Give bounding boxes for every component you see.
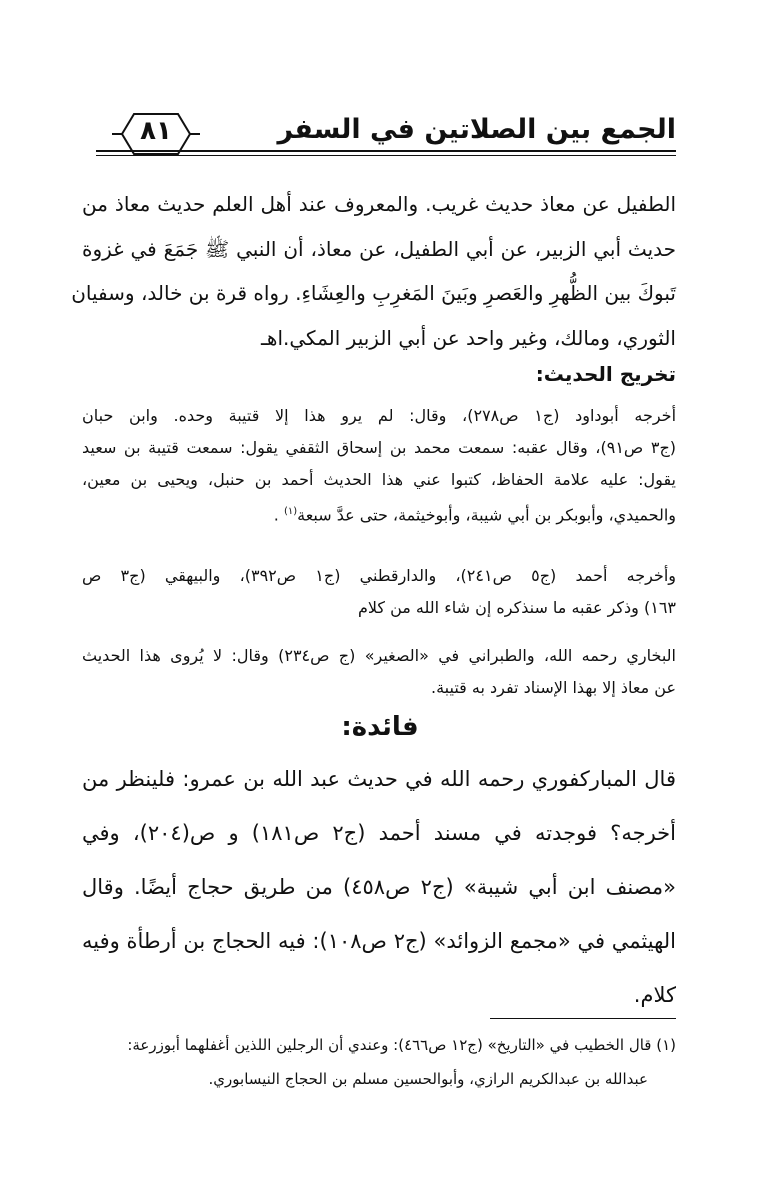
main-paragraph: [71, 182, 676, 360]
text-line: «مصنف ابن أبي شيبة» (ج٢ ص٤٥٨) من طريق حجاج أيضًا. وقال: [82, 875, 676, 899]
text-line: [82, 496, 676, 531]
footnote-separator: [490, 1018, 676, 1019]
takhrij-paragraph-1: [82, 400, 676, 531]
text-line: (ج٣ ص٩١)، وقال عقبه: سمعت محمد بن إسحاق الثقفي يقول: سمعت قتيبة بن سعيد: [82, 438, 677, 457]
takhrij-heading: تخريج الحديث:: [535, 362, 676, 386]
faida-heading: فائدة:: [341, 712, 419, 742]
footnote-marker: (١): [283, 506, 298, 517]
header-rule: [96, 150, 676, 152]
end-punctuation: .: [273, 505, 284, 525]
text-line: الهيثمي في «مجمع الزوائد» (ج٢ ص١٠٨): فيه الحجاج بن أرطأة وفيه: [82, 929, 676, 953]
takhrij-paragraph-3: [82, 640, 676, 704]
text-line: يقول: عليه علامة الحفاظ، كتبوا عني هذا الحديث أحمد بن حنبل، ويحيى بن معين،: [82, 470, 676, 489]
footnote: [82, 1028, 676, 1096]
text-line: قال المباركفوري رحمه الله في حديث عبد الله بن عمرو: فلينظر من: [82, 767, 676, 791]
page-number: ٨١: [140, 116, 172, 146]
text-line: تَبوكَ بين الظُّهرِ والعَصرِ وبَينَ المَغرِبِ والعِشَاءِ. رواه قرة بن خالد، وسفيان: [71, 281, 676, 305]
text-line: أخرجه؟ فوجدته في مسند أحمد (ج٢ ص١٨١) و ص(٢٠٤)، وفي: [82, 821, 676, 845]
text-line: البخاري رحمه الله، والطبراني في «الصغير» (ج ص٢٣٤) وقال: لا يُروى هذا الحديث: [82, 646, 676, 665]
text-segment: والحميدي، وأبوبكر بن أبي شيبة، وأبوخيثمة، حتى عدَّ سبعة: [297, 505, 676, 525]
header-rule-thin: [96, 155, 676, 156]
text-line: وأخرجه أحمد (ج٥ ص٢٤١)، والدارقطني (ج١ ص٣٩٢)، والبيهقي (ج٣ ص: [82, 566, 676, 585]
running-title: الجمع بين الصلاتين في السفر: [277, 114, 676, 145]
footnote-line: (١) قال الخطيب في «التاريخ» (ج١٢ ص٤٦٦): وعندي أن الرجلين اللذين أغفلهما أبوزرعة:: [127, 1036, 676, 1054]
text-line: الثوري، ومالك، وغير واحد عن أبي الزبير المكي.اهـ: [261, 325, 676, 350]
takhrij-paragraph-2: [82, 560, 676, 624]
text-line: كلام.: [633, 983, 676, 1007]
text-line: أخرجه أبوداود (ج١ ص٢٧٨)، وقال: لم يرو هذا إلا قتيبة وحده. وابن حبان: [82, 406, 677, 425]
faida-paragraph: [82, 752, 676, 1022]
text-line: ١٦٣) وذكر عقبه ما سنذكره إن شاء الله من كلام: [357, 598, 676, 617]
text-line: الطفيل عن معاذ حديث غريب. والمعروف عند أهل العلم حديث معاذ من: [82, 192, 676, 216]
text-line: عن معاذ إلا بهذا الإسناد تفرد به قتيبة.: [431, 678, 676, 697]
page-header: [96, 108, 676, 168]
footnote-line: عبدالله بن عبدالكريم الرازي، وأبوالحسين مسلم بن الحجاج النيسابوري.: [208, 1070, 648, 1088]
text-line: حديث أبي الزبير، عن أبي الطفيل، عن معاذ، أن النبي ﷺ جَمَعَ في غزوة: [82, 236, 676, 261]
page-number-frame: [110, 108, 202, 160]
